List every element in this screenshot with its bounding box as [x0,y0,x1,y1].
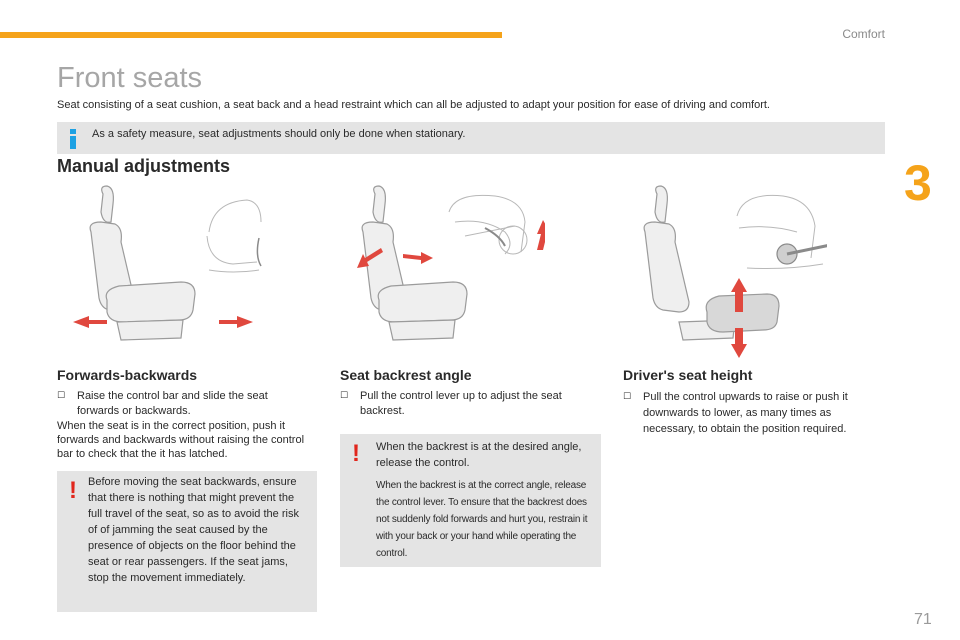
checkbox-bullet-icon: ☐ [57,391,66,401]
manual-adjustments-title: Manual adjustments [57,156,231,176]
exclamation-warning-icon: ! [69,477,77,504]
forwards-backwards-bullet-text: Raise the control bar and slide the seat forwards or backwards. [77,390,268,417]
backrest-warning-main: When the backrest is at the desired angle, release the control. [376,441,582,469]
forwards-backwards-title: Forwards-backwards [57,367,198,383]
checkbox-bullet-icon: ☐ [623,392,632,402]
backrest-bullet-text: Pull the control lever up to adjust the seat backrest. [360,390,562,417]
info-text: As a safety measure, seat adjustments should only be done when stationary. [92,128,466,140]
forwards-backwards-instruction [57,389,302,419]
exclamation-warning-icon: ! [352,440,360,467]
backrest-warning-box [340,434,601,567]
seat-forwards-backwards-illustration [63,182,263,362]
backrest-instruction [340,389,595,419]
forwards-warning-box [57,471,317,612]
page-number: 71 [914,611,932,628]
seat-height-illustration [627,182,827,362]
chapter-number: 3 [904,155,932,211]
seat-height-title: Driver's seat height [623,367,753,383]
forwards-backwards-note: When the seat is in the correct position, push it forwards and backwards without raising the control bar to check that the it has latched. [57,420,305,460]
seat-height-instruction [623,389,885,437]
section-label: Comfort [842,27,885,41]
checkbox-bullet-icon: ☐ [340,391,349,401]
info-icon [69,129,77,149]
forwards-warning-text: Before moving the seat backwards, ensure that there is nothing that might prevent the full travel of the seat, so as to avoid the risk of of jamming the seat caused by the presence of objects on the floor behind the seat or rear passengers. If the seat jams, stop the movement immediately. [88,476,299,584]
info-box [57,122,885,154]
backrest-angle-title: Seat backrest angle [340,367,472,383]
seat-height-bullet-text: Pull the control upwards to raise or push it downwards to lower, as many times as necessary, to obtain the position required. [643,391,848,435]
page-title: Front seats [57,62,203,94]
backrest-warning-detail: When the backrest is at the correct angle, release the control lever. To ensure that the backrest does not suddenly fold forwards and hurt you, restrain it with your back or your hand while operating the control. [376,480,588,559]
intro-text: Seat consisting of a seat cushion, a seat back and a head restraint which can all be adjusted to adapt your position for ease of driving and comfort. [57,99,770,111]
seat-backrest-illustration [345,182,545,362]
header-accent-bar [0,32,502,38]
